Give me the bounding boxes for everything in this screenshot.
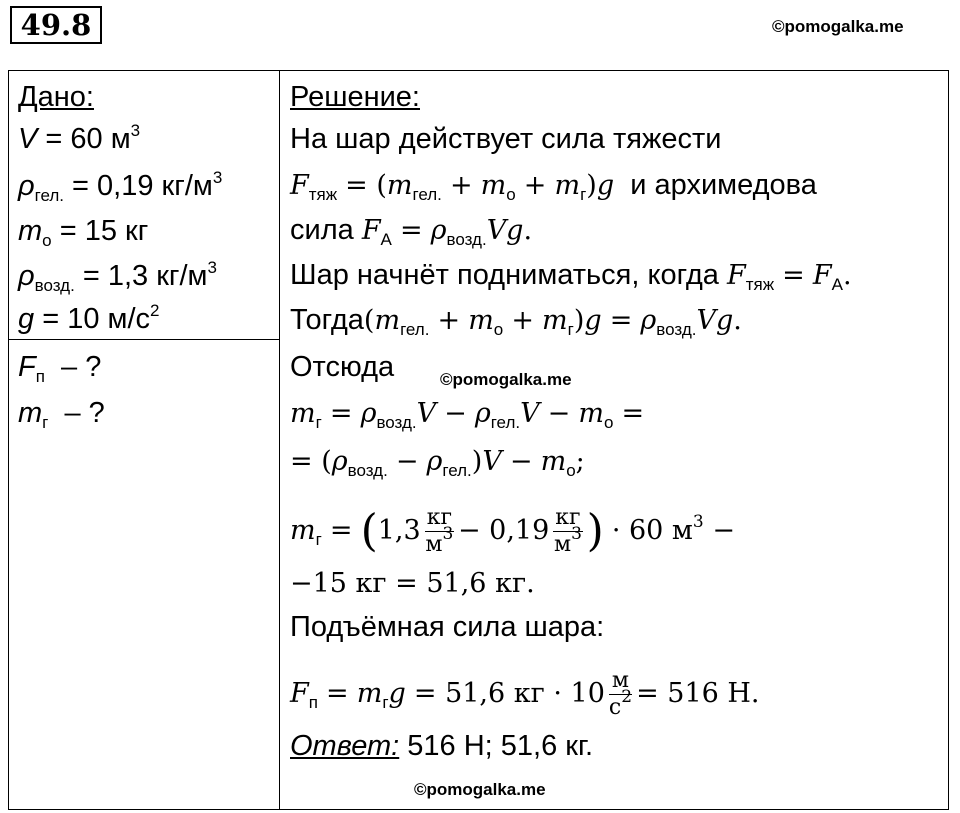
- given-volume: V = 60 $м^3$: [18, 121, 141, 155]
- given-gravity: g = 10 $м/с^2$: [18, 301, 160, 335]
- solution-header: Решение:: [290, 81, 420, 113]
- solution-line-5: $Тогда(m_{гел.} + m_о + m_г)g = \rho_{возд.}Vg$.: [290, 304, 742, 339]
- solution-line-3: сила $F_А = \rho_{возд.}Vg$.: [290, 214, 533, 249]
- column-divider: [279, 70, 280, 810]
- solution-line-7: $m_г = \rho_{возд.}V - \rho_{гел.}V - m_о$ =: [290, 398, 645, 432]
- find-mass: $m_г$ – ?: [18, 397, 105, 432]
- answer-line: Ответ: 516 Н; 51,6 кг.: [290, 730, 594, 762]
- solution-line-6: Отсюда: [290, 351, 395, 383]
- solution-line-10: Подъёмная сила шара:: [290, 611, 605, 643]
- problem-number: 49.8: [10, 6, 102, 44]
- solution-line-8: = $(\rho_{возд.} - \rho_{гел.})V - m_о$;: [290, 446, 585, 480]
- solution-line-1: На шар действует сила тяжести: [290, 123, 722, 155]
- given-helium-density: $\rho_{гел.} = 0,19$ $кг/м^3$: [18, 168, 223, 205]
- watermark-bottom: ©pomogalka.me: [414, 780, 546, 799]
- given-shell-mass: $m_о = 15$ кг: [18, 215, 149, 250]
- solution-line-4: Шар начнёт подниматься, когда $F_{тяж} = F_А$.: [290, 259, 852, 294]
- given-air-density: $\rho_{возд.} = 1,3$ $кг/м^3$: [18, 258, 217, 295]
- watermark-top: ©pomogalka.me: [772, 17, 904, 36]
- solution-line-9b: −15 кг = 51,6 кг.: [290, 568, 535, 599]
- solution-line-9: $m_г = (1,3$ $\frac{кг}{м^3}$ − 0,19 $\frac{кг}{м^3}$ ) · 60 $м^3$ −: [290, 505, 735, 557]
- find-force: $F_п$ – ?: [18, 351, 102, 386]
- watermark-middle: ©pomogalka.me: [440, 370, 572, 389]
- given-header: Дано:: [18, 81, 94, 113]
- solution-line-11: $F_п = m_гg = 51,6$ кг · 10 $\frac{м}{с^2}$ = 516 Н.: [290, 668, 760, 720]
- solution-line-2: $F_{тяж} = (m_{гел.} + m_о + m_г)g$ и архимедова: [290, 169, 817, 204]
- given-find-divider: [8, 339, 280, 340]
